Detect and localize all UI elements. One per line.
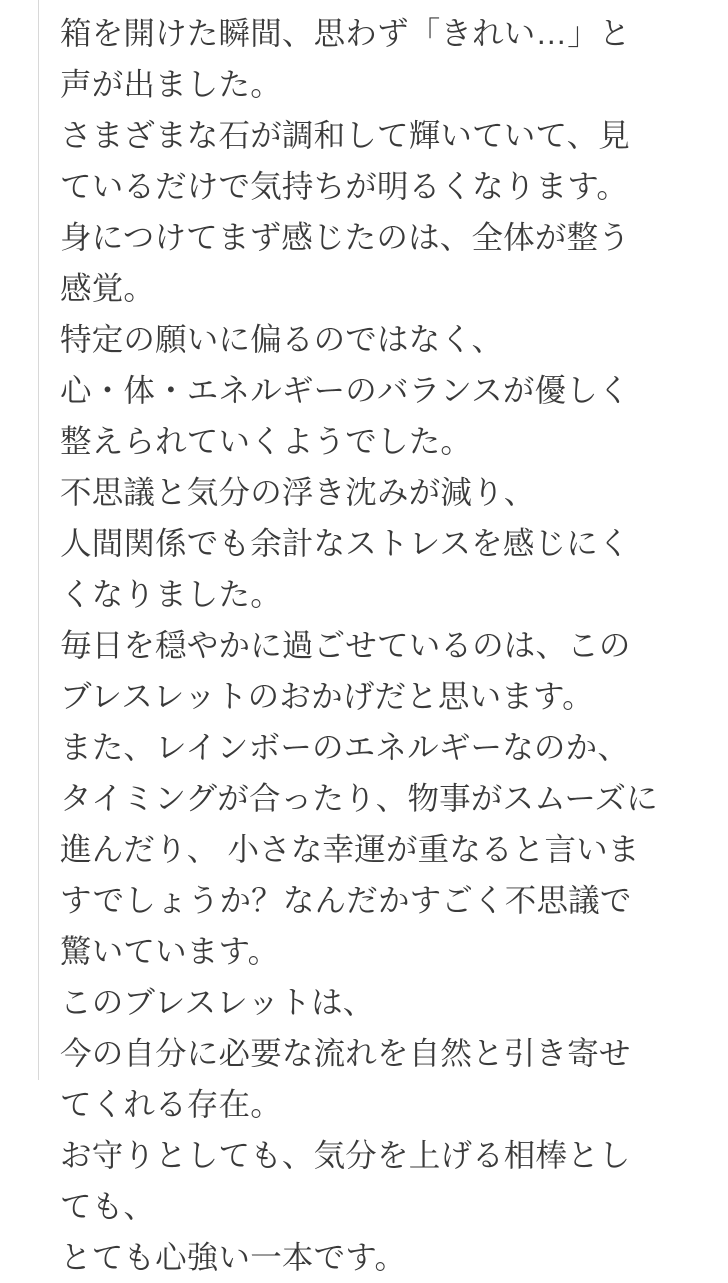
left-margin-rule — [38, 0, 39, 1080]
review-paragraph: また、レインボーのエネルギーなのか、 — [60, 729, 630, 765]
review-paragraph: このブレスレットは、 — [60, 984, 375, 1020]
review-paragraph: 不思議と気分の浮き沈みが減り、 — [60, 474, 536, 510]
review-paragraph: タイミングが合ったり、物事がスムーズに進んだり、 小さな幸運が重なると言いますでしょうか？なんだかすごく不思議で驚いています。 — [60, 780, 658, 969]
review-paragraph: 今の自分に必要な流れを自然と引き寄せてくれる存在。 — [60, 1035, 631, 1122]
review-text-block — [60, 8, 660, 1283]
review-paragraph: 特定の願いに偏るのではなく、 — [60, 321, 504, 357]
review-paragraph: さまざまな石が調和して輝いていて、見ているだけで気持ちが明るくなります。 — [60, 117, 630, 204]
review-paragraph: 身につけてまず感じたのは、全体が整う感覚。 — [60, 219, 630, 306]
review-paragraph: 人間関係でも余計なストレスを感じにくくなりました。 — [60, 525, 630, 612]
review-paragraph: お守りとしても、気分を上げる相棒としても、 — [60, 1137, 631, 1224]
review-paragraph: 箱を開けた瞬間、思わず「きれい…」と声が出ました。 — [60, 15, 631, 102]
review-paragraph: 毎日を穏やかに過ごせているのは、このブレスレットのおかげだと思います。 — [60, 627, 631, 714]
review-paragraph: とても心強い一本です。 — [60, 1239, 407, 1275]
review-paragraph: 心・体・エネルギーのバランスが優しく整えられていくようでした。 — [60, 372, 630, 459]
